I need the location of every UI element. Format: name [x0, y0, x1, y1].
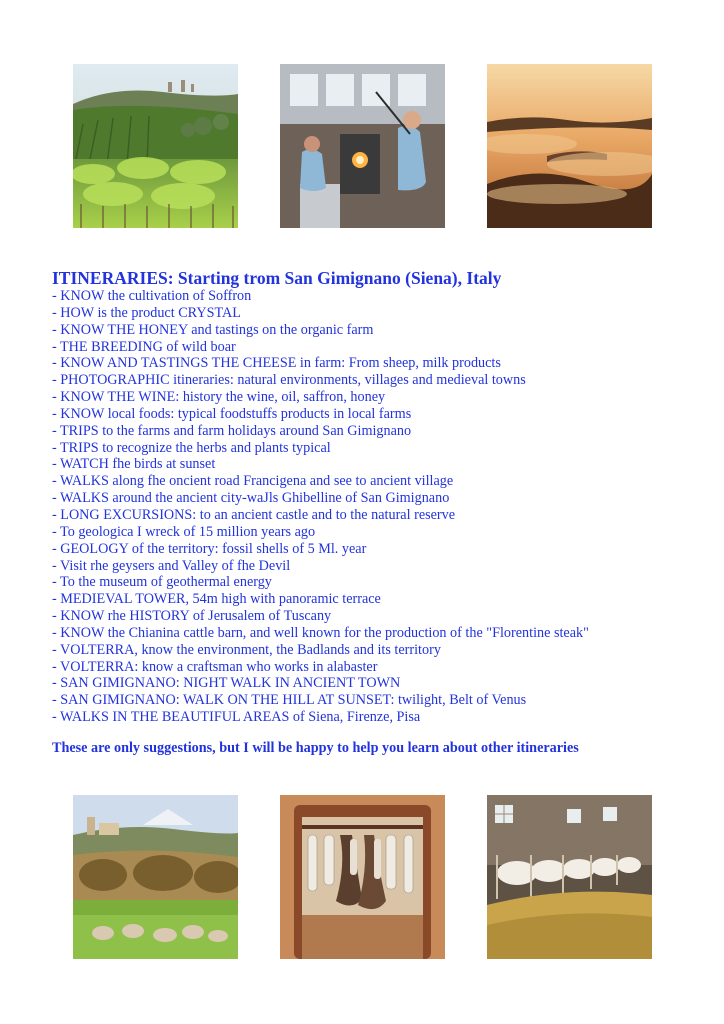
itineraries-heading: ITINERARIES: Starting trom San Gimignano (Siena), Italy [52, 268, 502, 288]
list-item: - VOLTERRA: know a craftsman who works in alabaster [52, 658, 378, 675]
list-item: - THE BREEDING of wild boar [52, 338, 236, 355]
sheep-grazing-photo [73, 795, 238, 959]
list-item: - KNOW THE WINE: history the wine, oil, saffron, honey [52, 389, 386, 406]
list-item: - MEDIEVAL TOWER, 54m high with panoramic terrace [52, 591, 381, 608]
top-photo-row [0, 64, 724, 228]
itinerary-list [52, 288, 589, 726]
glass-workshop-photo [280, 64, 445, 228]
list-item: - KNOW the Chianina cattle barn, and well known for the production of the "Florentine steak" [52, 624, 589, 641]
list-item: - HOW is the product CRYSTAL [52, 304, 241, 321]
foggy-hills-photo [487, 64, 652, 228]
list-item: - WATCH fhe birds at sunset [52, 456, 216, 473]
list-item: - VOLTERRA, know the environment, the Badlands and its territory [52, 641, 441, 658]
hanging-hams-salami-photo [280, 795, 445, 959]
list-item: - KNOW local foods: typical foodstuffs products in local farms [52, 405, 412, 422]
list-item: - To geologica I wreck of 15 million years ago [52, 523, 316, 540]
list-item: - TRIPS to recognize the herbs and plants typical [52, 439, 331, 456]
list-item: - WALKS around the ancient city-waJls Ghibelline of San Gimignano [52, 490, 450, 507]
list-item: - PHOTOGRAPHIC itineraries: natural environments, villages and medieval towns [52, 372, 526, 389]
list-item: - KNOW the cultivation of Soffron [52, 288, 252, 304]
list-item: - SAN GIMIGNANO: NIGHT WALK IN ANCIENT TOWN [52, 675, 401, 692]
bottom-photo-row [0, 795, 724, 959]
list-item: - To the museum of geothermal energy [52, 574, 272, 591]
list-item: - GEOLOGY of the territory: fossil shells of 5 Ml. year [52, 540, 367, 557]
list-item: - Visit rhe geysers and Valley of fhe Devil [52, 557, 291, 574]
suggestions-note: These are only suggestions, but I will be happy to help you learn about other itineraries [52, 740, 579, 756]
list-item: - WALKS IN THE BEAUTIFUL AREAS of Siena, Firenze, Pisa [52, 709, 421, 726]
list-item: - WALKS along fhe oncient road Francigena and see to ancient village [52, 473, 454, 490]
list-item: - KNOW AND TASTINGS THE CHEESE in farm: From sheep, milk products [52, 355, 501, 372]
list-item: - KNOW rhe HISTORY of Jerusalem of Tuscany [52, 608, 332, 625]
list-item: - LONG EXCURSIONS: to an ancient castle and to the natural reserve [52, 506, 456, 523]
list-item: - SAN GIMIGNANO: WALK ON THE HILL AT SUNSET: twilight, Belt of Venus [52, 692, 527, 709]
list-item: - TRIPS to the farms and farm holidays around San Gimignano [52, 422, 412, 439]
cattle-barn-photo [487, 795, 652, 959]
list-item: - KNOW THE HONEY and tastings on the organic farm [52, 321, 374, 338]
vineyard-photo [73, 64, 238, 228]
